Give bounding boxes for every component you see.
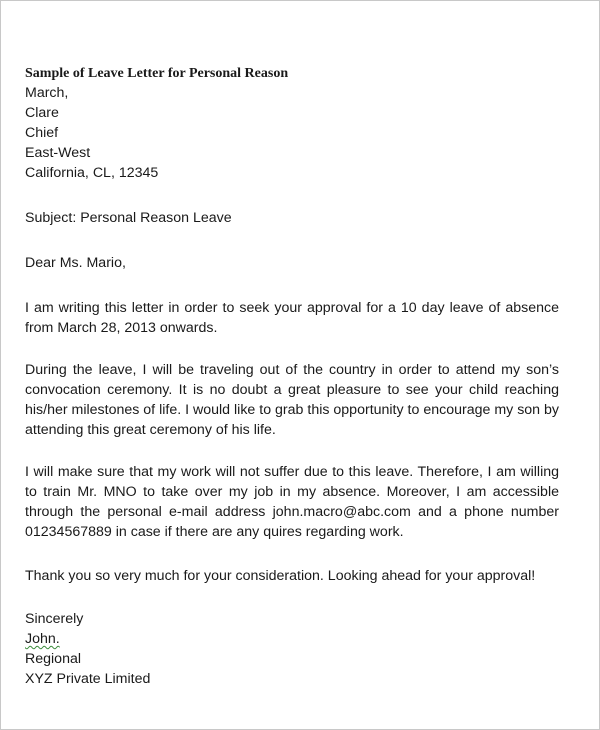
address-line: Clare [25,105,59,121]
letter-closing [25,609,559,689]
salutation: Dear Ms. Mario, [25,255,126,271]
address-line: Chief [25,125,59,141]
body-paragraph: I will make sure that my work will not suffer due to this leave. Therefore, I am willing to train Mr. MNO to take over my job in my absence. Moreover, I am accessible through the personal e-mail address john.macro@abc.com and a phone number 01234567889 in case if there are any quires regarding work. [25,464,559,540]
body-paragraph: During the leave, I will be traveling out of the country in order to attend my son’s convocation ceremony. It is no doubt a great pleasure to see your child reaching his/her milestones of life. I would like to grab this opportunity to encourage my son by attending this great ceremony of his life. [25,362,559,438]
address-line: East-West [25,145,91,161]
address-line: California, CL, 12345 [25,165,159,181]
signer-name-text: John. [25,631,60,647]
subject-line: Subject: Personal Reason Leave [25,210,232,226]
signer-name [25,629,559,649]
body-paragraph: Thank you so very much for your consideration. Looking ahead for your approval! [25,568,536,584]
address-line: March, [25,85,69,101]
letter-title: Sample of Leave Letter for Personal Reason [25,66,289,81]
body-paragraph: I am writing this letter in order to seek your approval for a 10 day leave of absence from March 28, 2013 onwards. [25,300,559,336]
recipient-address [25,83,559,183]
signer-title: Regional [25,651,82,667]
signer-company: XYZ Private Limited [25,671,151,687]
sign-off: Sincerely [25,611,84,627]
leave-letter [25,65,559,689]
